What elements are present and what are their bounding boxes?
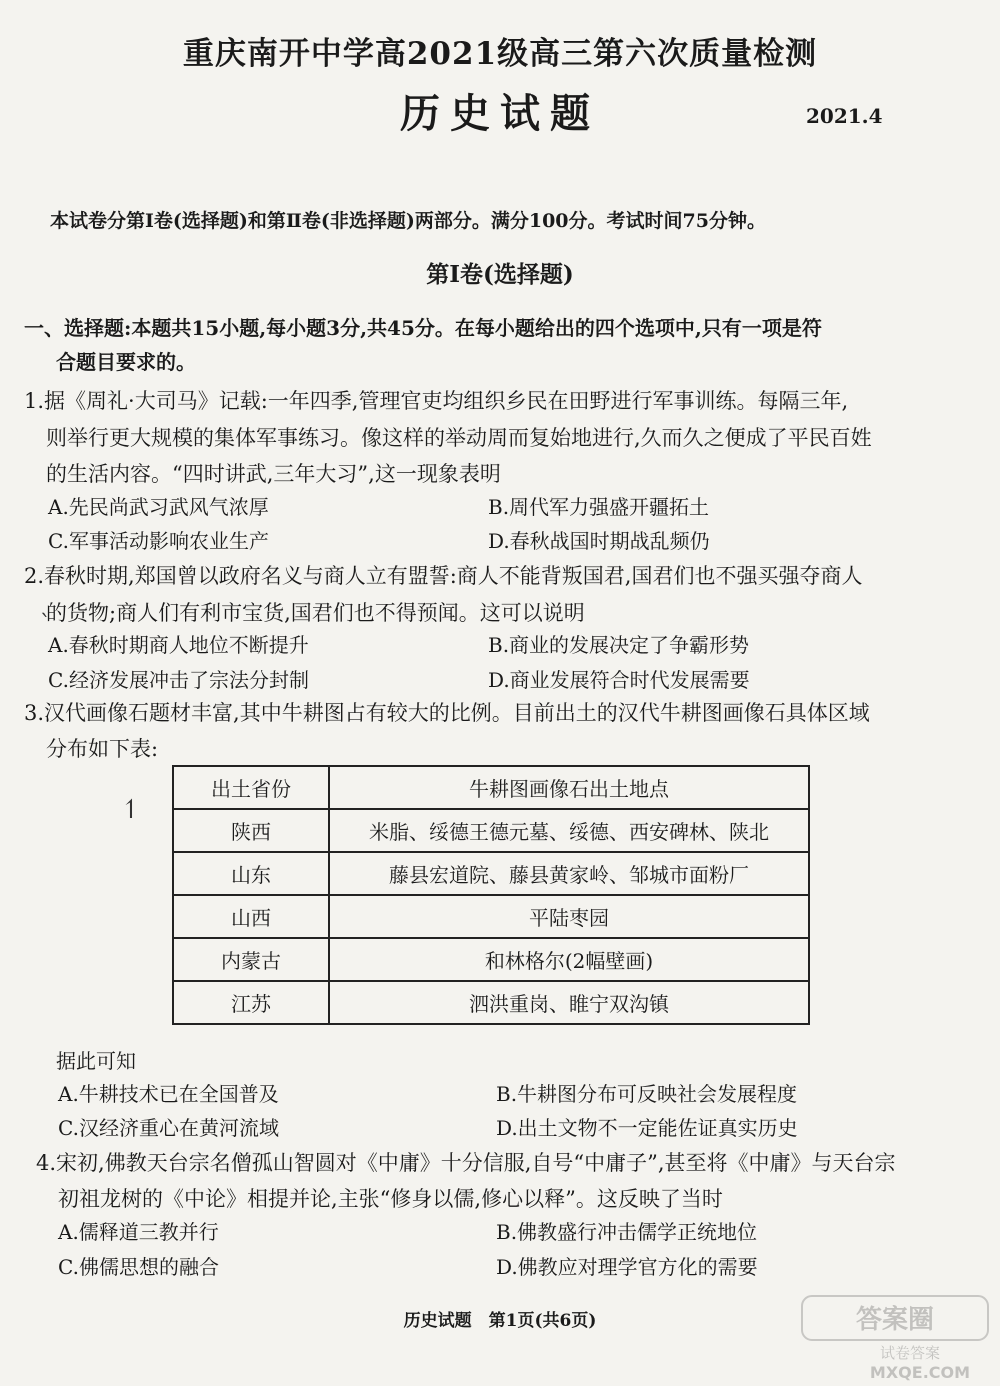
table-row [173, 809, 809, 852]
question-1-option-a: A.先民尚武习武风气浓厚 [48, 495, 269, 519]
question-3-option-d: D.出土文物不一定能佐证真实历史 [496, 1116, 798, 1140]
table-cell-sites: 平陆枣园 [329, 895, 809, 938]
watermark-mid-text: 试卷答案 [879, 1344, 941, 1362]
table-cell-province: 山西 [173, 895, 329, 938]
question-1-line1: 1.据《周礼·大司马》记载:一年四季,管理官吏均组织乡民在田野进行军事训练。每隔三年, [24, 389, 849, 413]
question-3-option-c: C.汉经济重心在黄河流域 [58, 1116, 279, 1140]
question-4-line2: 初祖龙树的《中论》相提并论,主张“修身以儒,修心以释”。这反映了当时 [58, 1187, 723, 1211]
question-4-line1: 4.宋初,佛教天台宗名僧孤山智圆对《中庸》十分信服,自号“中庸子”,甚至将《中庸》与天台宗 [36, 1151, 896, 1175]
question-2-option-d: D.商业发展符合时代发展需要 [488, 668, 750, 692]
question-4-option-a: A.儒释道三教并行 [58, 1220, 219, 1244]
table-cell-province: 山东 [173, 852, 329, 895]
question-3-option-b: B.牛耕图分布可反映社会发展程度 [496, 1082, 798, 1106]
question-1-option-d: D.春秋战国时期战乱频仍 [488, 529, 710, 553]
question-2-option-a: A.春秋时期商人地位不断提升 [48, 633, 309, 657]
question-4-option-c: C.佛儒思想的融合 [58, 1255, 219, 1279]
question-2-line1: 2.春秋时期,郑国曾以政府名义与商人立有盟誓:商人不能背叛国君,国君们也不强买强夺商人 [24, 564, 863, 588]
table-row [173, 981, 809, 1024]
question-1-option-c: C.军事活动影响农业生产 [48, 529, 269, 553]
table-cell-province: 江苏 [173, 981, 329, 1024]
question-4-option-d: D.佛教应对理学官方化的需要 [496, 1255, 758, 1279]
part-title: 第Ⅰ卷(选择题) [426, 261, 574, 288]
table-row [173, 895, 809, 938]
pen-mark: ↿ [120, 795, 142, 825]
table-row [173, 852, 809, 895]
question-4-option-b: B.佛教盛行冲击儒学正统地位 [496, 1220, 758, 1244]
table-cell-province: 陕西 [173, 809, 329, 852]
table-cell-province: 内蒙古 [173, 938, 329, 981]
watermark-url-text: MXQE.COM [869, 1363, 971, 1382]
question-1-option-b: B.周代军力强盛开疆拓土 [488, 495, 710, 519]
watermark [800, 1292, 990, 1382]
watermark-top-text: 答案圈 [855, 1305, 935, 1335]
table-row [173, 938, 809, 981]
table-header-cell: 牛耕图画像石出土地点 [329, 766, 809, 809]
question-3-stem-after: 据此可知 [56, 1049, 136, 1073]
table-header-row [173, 766, 809, 809]
table-header-cell: 出土省份 [173, 766, 329, 809]
question-3-line1: 3.汉代画像石题材丰富,其中牛耕图占有较大的比例。目前出土的汉代牛耕图画像石具体区域 [24, 701, 870, 725]
table-cell-sites: 米脂、绥德王德元墓、绥德、西安碑林、陕北 [329, 809, 809, 852]
question-1-line2: 则举行更大规模的集体军事练习。像这样的举动周而复始地进行,久而久之便成了平民百姓 [46, 426, 872, 450]
section-header-line1: 一、选择题:本题共15小题,每小题3分,共45分。在每小题给出的四个选项中,只有一项是符 [24, 316, 822, 340]
table-cell-sites: 泗洪重岗、睢宁双沟镇 [329, 981, 809, 1024]
watermark-logo-icon [800, 1292, 990, 1382]
exam-instructions: 本试卷分第Ⅰ卷(选择题)和第Ⅱ卷(非选择题)两部分。满分100分。考试时间75分钟。 [50, 210, 766, 232]
exam-title: 重庆南开中学高2021级高三第六次质量检测 [182, 36, 818, 72]
question-3-line2: 分布如下表: [46, 737, 159, 761]
page-footer: 历史试题 第1页(共6页) [403, 1311, 597, 1331]
pen-mark: ˋ [40, 612, 51, 637]
question-2-option-c: C.经济发展冲击了宗法分封制 [48, 668, 309, 692]
table-cell-sites: 和林格尔(2幅壁画) [329, 938, 809, 981]
question-2-option-b: B.商业的发展决定了争霸形势 [488, 633, 750, 657]
question-2-line2: 的货物;商人们有利市宝货,国君们也不得预闻。这可以说明 [46, 601, 585, 625]
excavation-table [172, 765, 810, 1025]
table-cell-sites: 藤县宏道院、藤县黄家岭、邹城市面粉厂 [329, 852, 809, 895]
section-header-line2: 合题目要求的。 [56, 350, 196, 374]
question-1-line3: 的生活内容。“四时讲武,三年大习”,这一现象表明 [46, 462, 501, 486]
exam-date: 2021.4 [806, 104, 883, 128]
subject-title: 历史试题 [400, 90, 600, 137]
question-3-option-a: A.牛耕技术已在全国普及 [58, 1082, 279, 1106]
